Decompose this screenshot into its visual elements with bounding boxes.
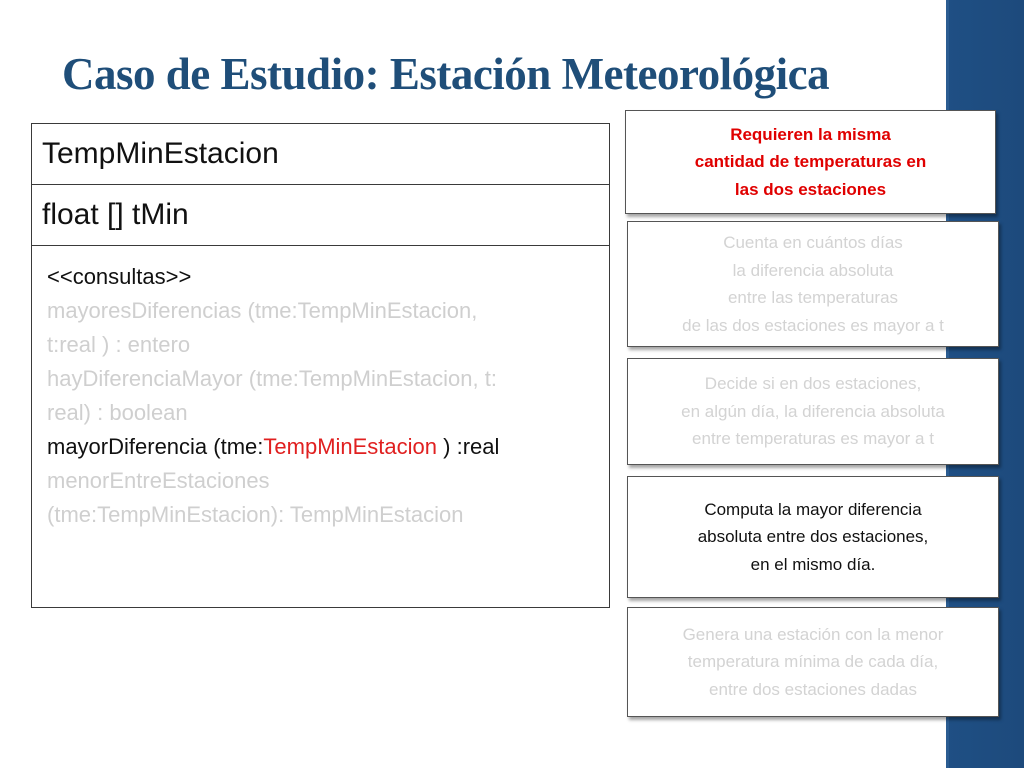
note-hay-diferencia-mayor [627, 358, 999, 465]
operation-suffix: ) :real [437, 434, 500, 459]
operation-line: (tme:TempMinEstacion): TempMinEstacion [47, 502, 464, 527]
uml-operations-compartment [31, 245, 610, 608]
operation-mayores-diferencias [47, 294, 607, 362]
note-line: Genera una estación con la menor [682, 624, 944, 644]
operation-mayor-diferencia [47, 430, 607, 464]
operation-highlighted-type: TempMinEstacion [263, 434, 438, 459]
note-line: Cuenta en cuántos días [723, 233, 903, 252]
uml-class-name-compartment [31, 123, 610, 185]
slide-title: Caso de Estudio: Estación Meteorológica [62, 49, 830, 99]
note-line: temperatura mínima de cada día, [687, 652, 939, 672]
note-requirement [625, 110, 996, 214]
note-line: en algún día, la diferencia absoluta [681, 401, 945, 421]
note-line: las dos estaciones [734, 179, 887, 199]
note-line: entre temperaturas es mayor a t [692, 429, 934, 449]
uml-attributes-compartment [31, 184, 610, 246]
note-line: Requieren la misma [730, 124, 891, 144]
operations-stereotype: <<consultas>> [47, 264, 192, 289]
note-mayor-diferencia [627, 476, 999, 598]
operation-line: t:real ) : entero [47, 332, 191, 357]
operation-hay-diferencia-mayor [47, 362, 607, 430]
operation-line: menorEntreEstaciones [47, 468, 270, 493]
operations-list [47, 260, 607, 532]
uml-class-name: TempMinEstacion [42, 137, 279, 170]
note-line: en el mismo día. [750, 554, 876, 574]
note-line: entre dos estaciones dadas [709, 679, 917, 699]
note-line: la diferencia absoluta [732, 260, 894, 280]
note-menor-entre-estaciones [627, 607, 999, 717]
note-line: Computa la mayor diferencia [704, 499, 922, 519]
note-mayores-diferencias [627, 221, 999, 347]
note-line: Decide si en dos estaciones, [704, 374, 922, 394]
operation-line: real) : boolean [47, 400, 188, 425]
operation-menor-entre-estaciones [47, 464, 607, 532]
note-line: absoluta entre dos estaciones, [697, 527, 929, 547]
operation-line: hayDiferenciaMayor (tme:TempMinEstacion, t: [47, 366, 497, 391]
operation-prefix: mayorDiferencia (tme: [47, 434, 264, 459]
operation-line: mayoresDiferencias (tme:TempMinEstacion, [47, 298, 478, 323]
uml-attribute: float [] tMin [42, 198, 189, 231]
note-line: de las dos estaciones es mayor a t [682, 315, 944, 335]
note-line: entre las temperaturas [727, 288, 899, 307]
note-line: cantidad de temperaturas en [694, 152, 927, 172]
